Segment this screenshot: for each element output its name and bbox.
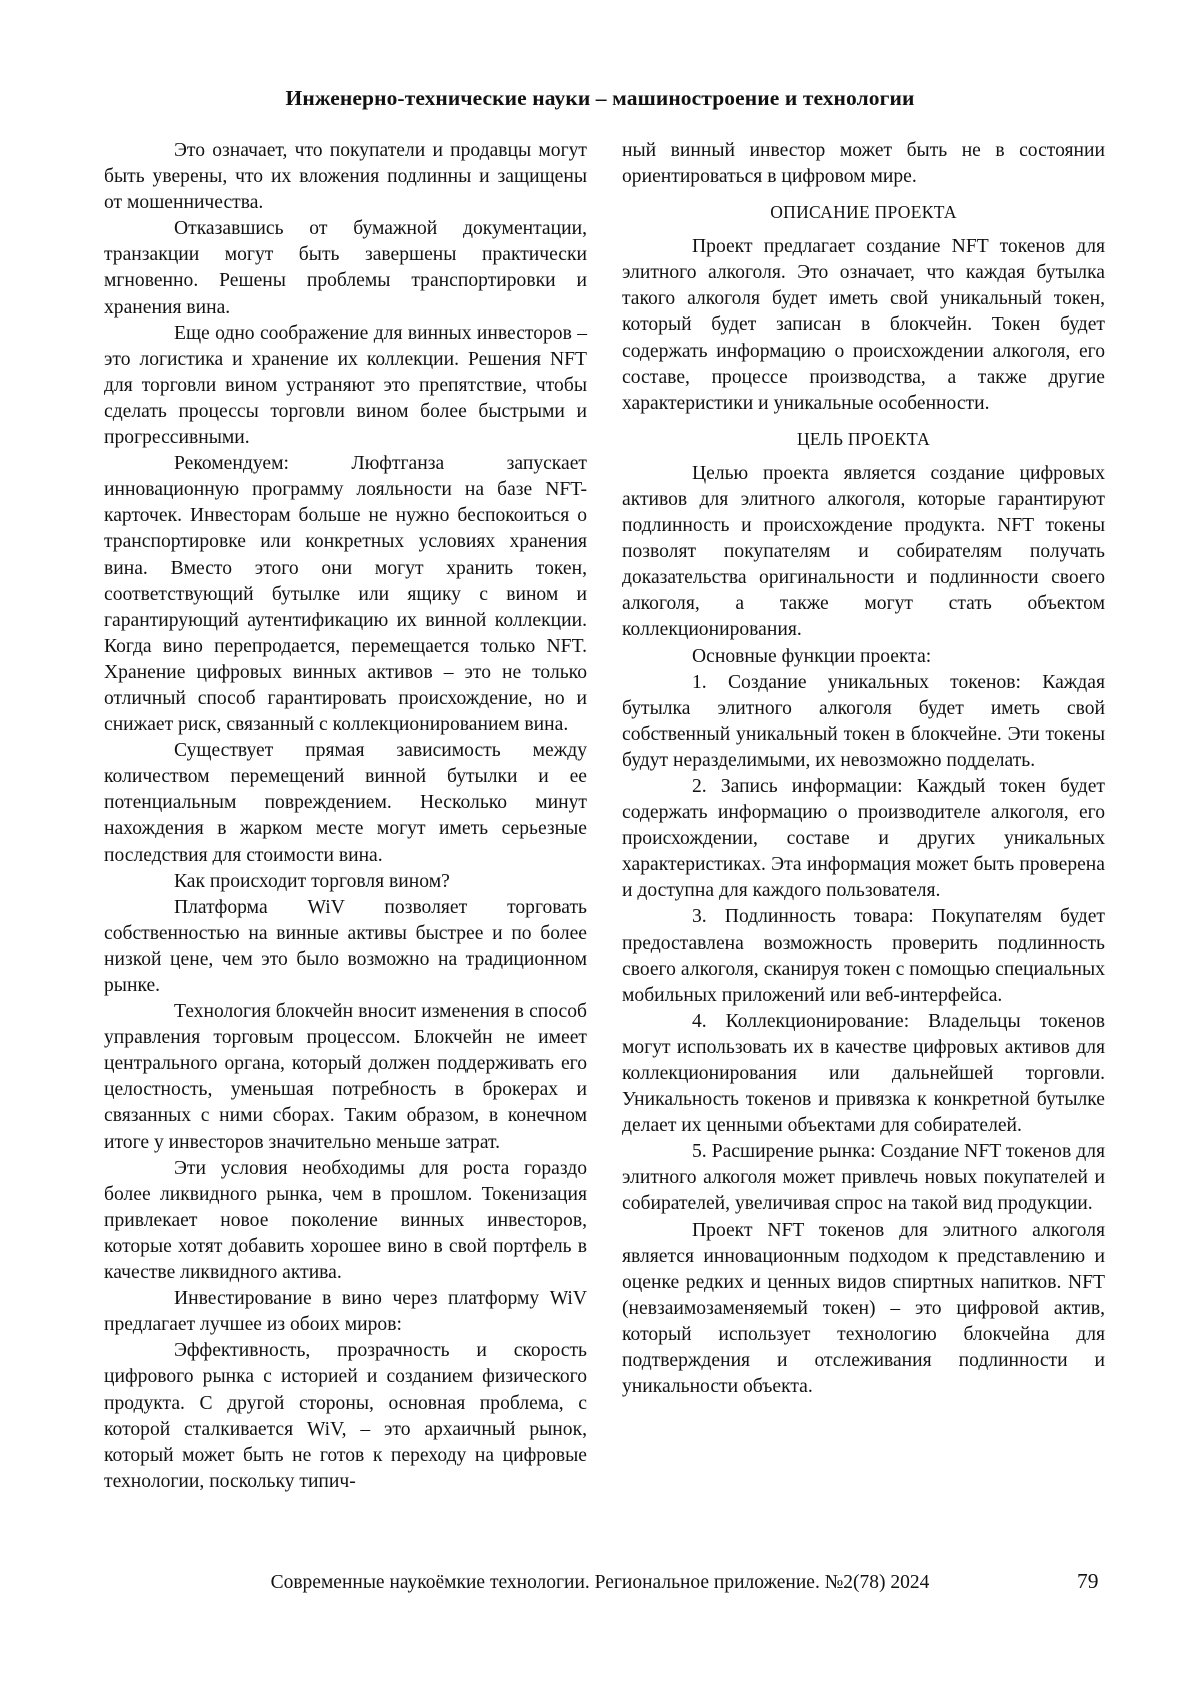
paragraph: Технология блокчейн вносит изменения в способ управления торговым процессом. Блокчейн не имеет центрального органа, который должен поддерживать его целостность, уменьшая потребность в брокерах и связанных с ними сборах. Таким образом, в конечном итоге у инвесторов значительно меньше затрат. xyxy=(104,1001,587,1153)
paragraph: Еще одно соображение для винных инвесторов – это логистика и хранение их коллекции. Решения NFT для торговли вином устраняют это препятствие, чтобы сделать процессы торговли вином более быстрыми и прогрессивными. xyxy=(104,322,587,449)
list-item: 4. Коллекционирование: Владельцы токенов могут использовать их в качестве цифровых активов для коллекционирования или дальнейшей торговли. Уникальность токенов и привязка к конкретной бутылке делает их ценными объектами для собирателей. xyxy=(622,1010,1105,1137)
paragraph: Это означает, что покупатели и продавцы могут быть уверены, что их вложения подлинны и защищены от мошенничества. xyxy=(104,140,587,214)
paragraph: Существует прямая зависимость между количеством перемещений винной бутылки и ее потенциальным повреждением. Несколько минут нахождения в жарком месте могут иметь серьезные последствия для стоимости вина. xyxy=(104,740,587,866)
page-number: 79 xyxy=(1077,1569,1099,1593)
paragraph: Рекомендуем: Люфтганза запускает инновационную программу лояльности на базе NFT-карточек. Инвесторам больше не нужно беспокоиться о транспортировке или конкретных условиях хранения вина. Вместо этого они могут хранить токен, соответствующий бутылке или ящику с вином и гарантирующий аутентификацию их винной коллекции. Когда вино перепродается, перемещается только NFT. Хранение цифровых винных активов – это не только отличный способ гарантировать происхождение, но и снижает риск, связанный с коллекционированием вина. xyxy=(104,453,587,736)
paragraph: Эти условия необходимы для роста гораздо более ликвидного рынка, чем в прошлом. Токенизация привлекает новое поколение винных инвесторов, которые хотят добавить хорошее вино в свой портфель в качестве ликвидного актива. xyxy=(104,1157,587,1284)
paragraph: Платформа WiV позволяет торговать собственностью на винные активы быстрее и по более низкой цене, чем это было возможно на традиционном рынке. xyxy=(104,896,587,996)
right-column xyxy=(622,138,1105,1400)
list-item: 2. Запись информации: Каждый токен будет содержать информацию о производителе алкоголя, его происхождении, составе и других уникальных характеристиках. Эта информация может быть проверена и доступна для каждого пользователя. xyxy=(622,775,1105,902)
running-header: Инженерно-технические науки – машиностроение и технологии xyxy=(285,86,915,110)
list-item: 1. Создание уникальных токенов: Каждая бутылка элитного алкоголя будет иметь свой собственный уникальный токен в блокчейне. Эти токены будут неразделимыми, их невозможно подделать. xyxy=(622,671,1105,771)
paragraph: Инвестирование в вино через платформу WiV предлагает лучшее из обоих миров: xyxy=(104,1288,587,1336)
paragraph-continuation: ный винный инвестор может быть не в состоянии ориентироваться в цифровом мире. xyxy=(622,140,1105,188)
paragraph: Целью проекта является создание цифровых активов для элитного алкоголя, которые гарантируют подлинность и происхождение продукта. NFT токены позволят покупателям и собирателям получать доказательства оригинальности и подлинности своего алкоголя, а также могут стать объектом коллекционирования. xyxy=(622,462,1105,641)
paragraph: Эффективность, прозрачность и скорость цифрового рынка с историей и созданием физического продукта. С другой стороны, основная проблема, с которой сталкивается WiV, – это архаичный рынок, который может быть не готов к переходу на цифровые технологии, поскольку типич- xyxy=(104,1340,587,1492)
section-heading-description: ОПИСАНИЕ ПРОЕКТА xyxy=(770,202,957,223)
paragraph: Проект NFT токенов для элитного алкоголя является инновационным подходом к представлению и оценке редких и ценных видов спиртных напитков. NFT (невзаимозаменяемый токен) – это цифровой актив, который использует технологию блокчейна для подтверждения и отслеживания подлинности и уникальности объекта. xyxy=(622,1219,1105,1398)
list-item: 3. Подлинность товара: Покупателям будет предоставлена возможность проверить подлинность своего алкоголя, сканируя токен с помощью специальных мобильных приложений или веб-интерфейса. xyxy=(622,906,1105,1006)
paragraph: Как происходит торговля вином? xyxy=(174,870,450,892)
paragraph: Основные функции проекта: xyxy=(692,645,932,667)
left-column xyxy=(104,138,587,1495)
paragraph: Проект предлагает создание NFT токенов для элитного алкоголя. Это означает, что каждая бутылка такого алкоголя будет иметь свой уникальный токен, который будет записан в блокчейн. Токен будет содержать информацию о происхождении алкоголя, его составе, процессе производства, а также другие характеристики и уникальные особенности. xyxy=(622,236,1105,414)
paragraph: Отказавшись от бумажной документации, транзакции могут быть завершены практически мгновенно. Решены проблемы транспортировки и хранения вина. xyxy=(104,218,587,318)
list-item: 5. Расширение рынка: Создание NFT токенов для элитного алкоголя может привлечь новых покупателей и собирателей, увеличивая спрос на такой вид продукции. xyxy=(622,1141,1105,1215)
footer-journal: Современные наукоёмкие технологии. Региональное приложение. №2(78) 2024 xyxy=(270,1572,930,1593)
section-heading-goal: ЦЕЛЬ ПРОЕКТА xyxy=(796,428,931,449)
